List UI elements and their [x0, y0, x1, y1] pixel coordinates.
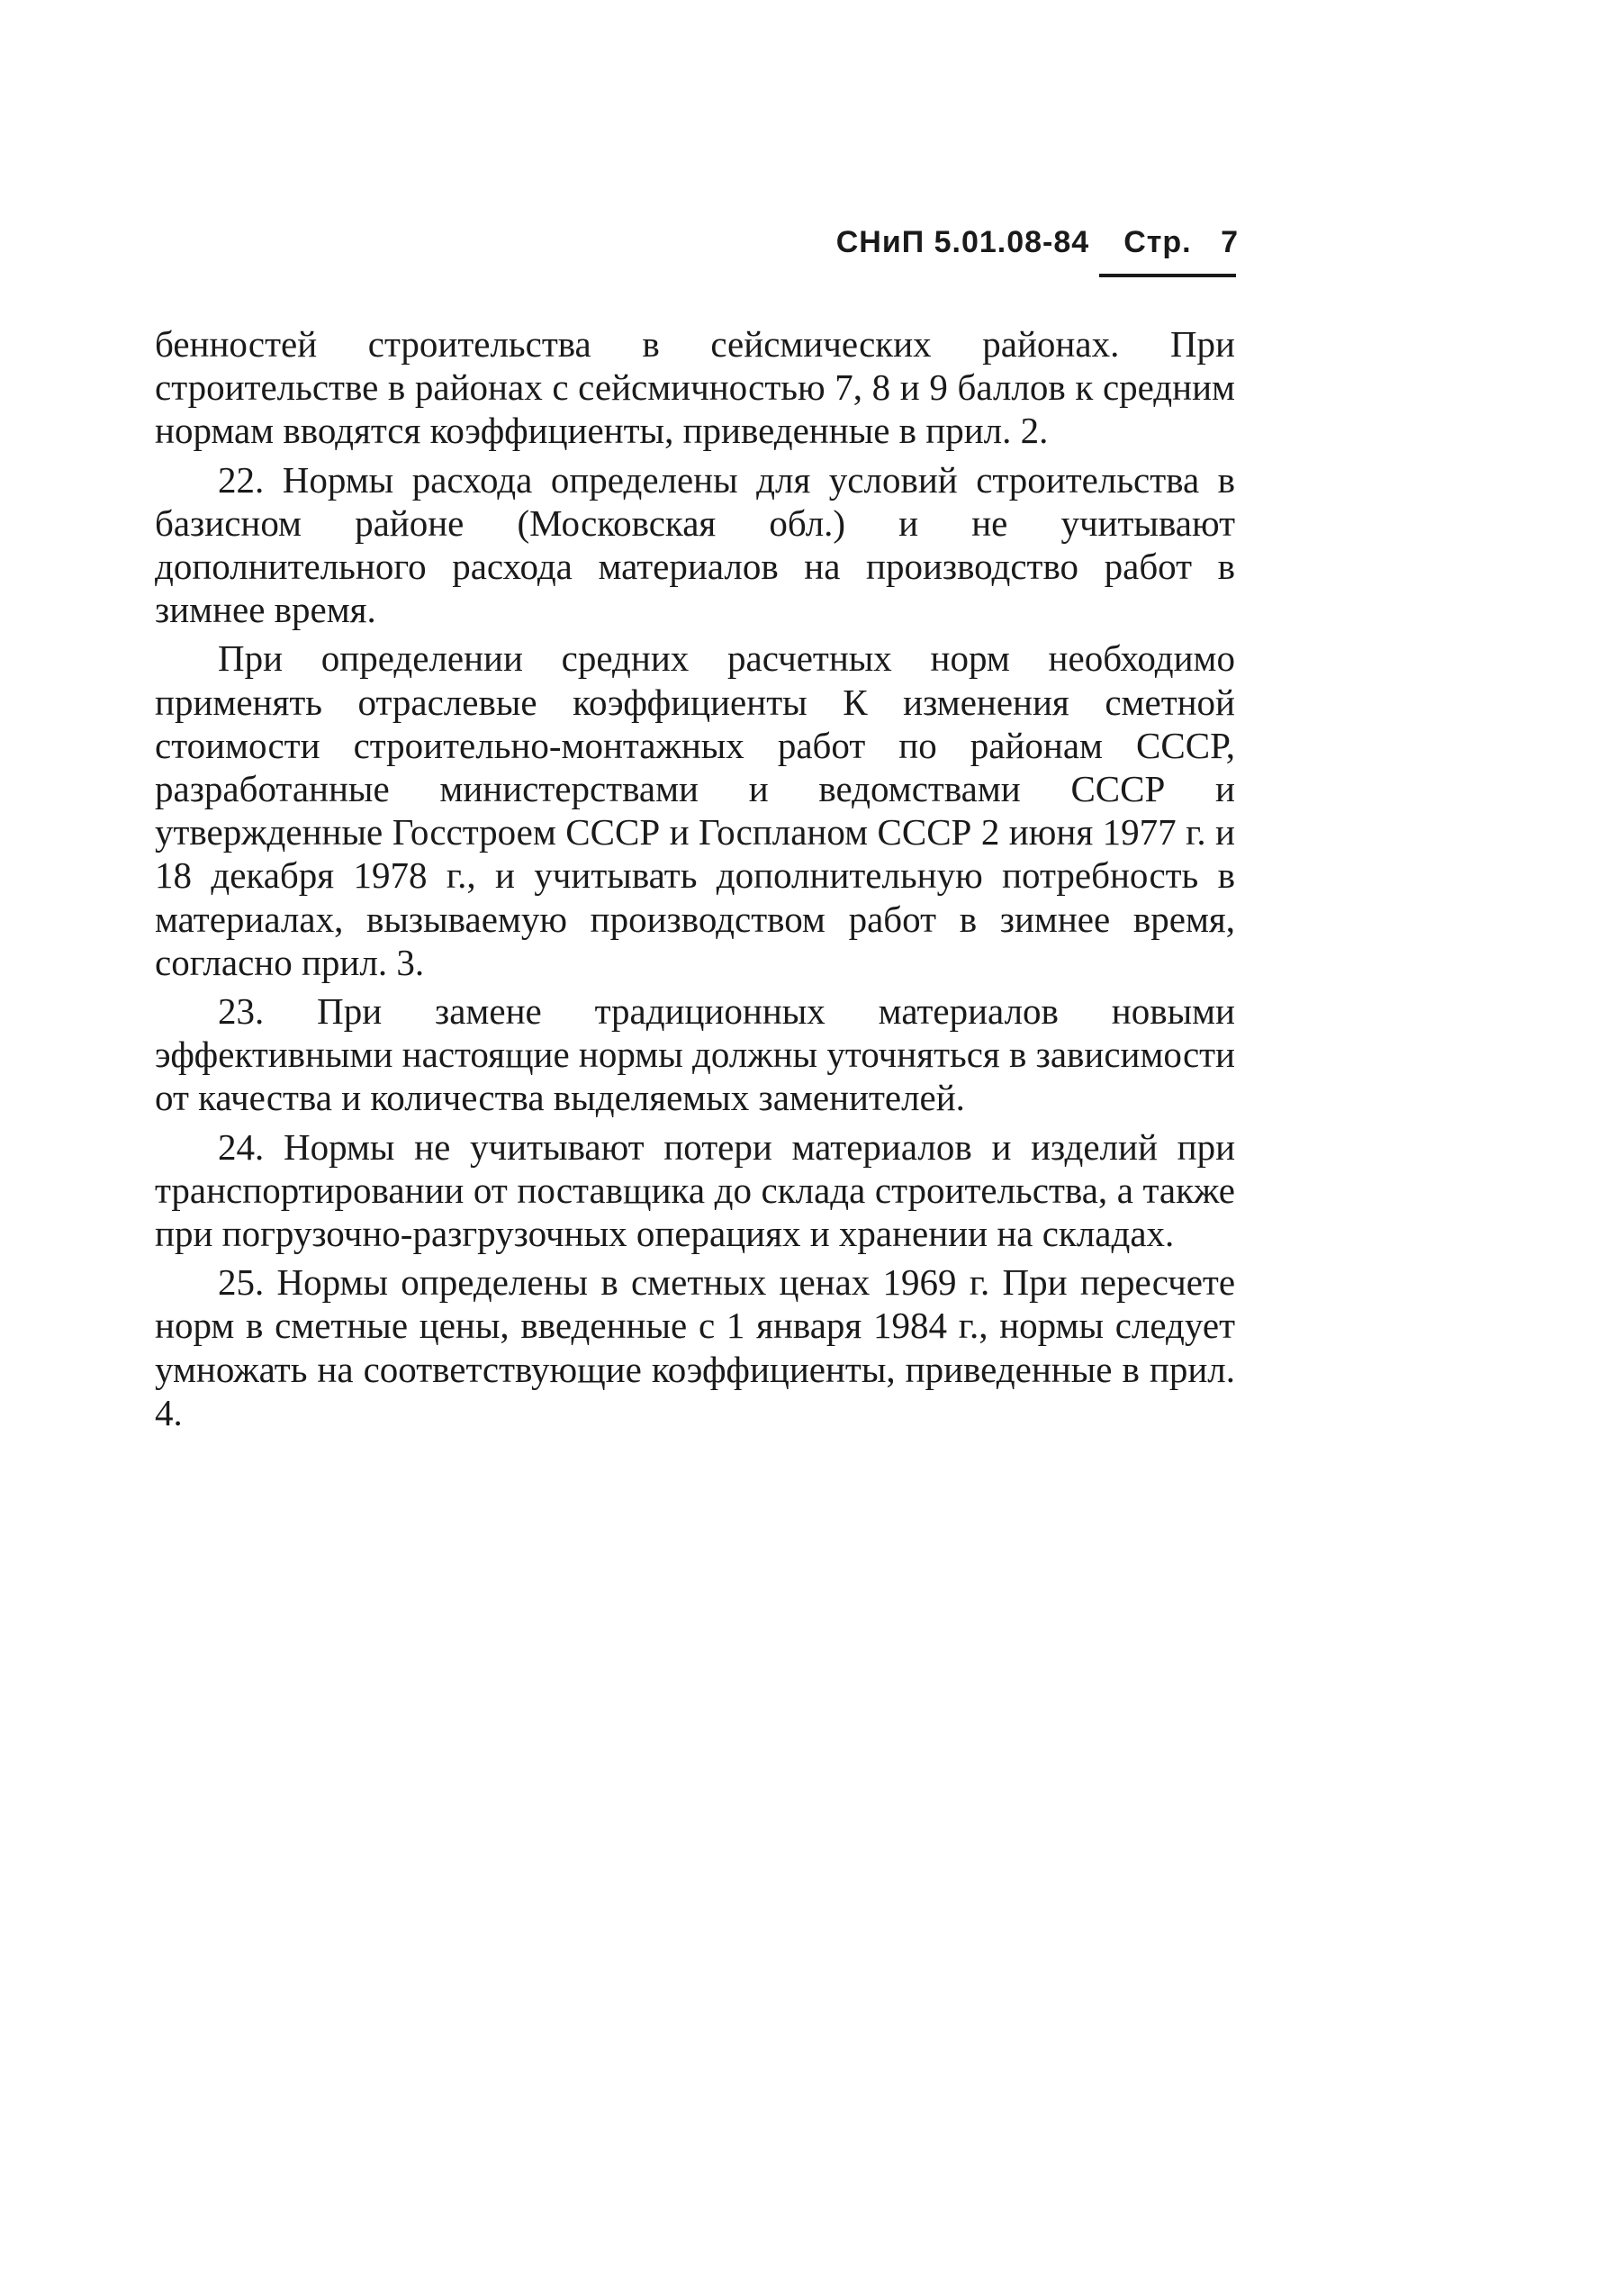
page-label: Стр.	[1123, 225, 1192, 259]
paragraph-22-continued	[155, 637, 1235, 984]
paragraph-23	[155, 989, 1235, 1120]
paragraph-22	[155, 458, 1235, 632]
body-text	[155, 322, 1235, 1434]
paragraph-text: Нормы не учитывают потери материалов и изделий при транспортировании от поставщика до склада строительства, а также при погрузочно-разгрузочных операциях и хранении на складах.	[155, 1125, 1236, 1255]
paragraph-text: Нормы определены в сметных ценах 1969 г. При пересчете норм в сметные цены, введенные с 1 января 1984 г., нормы следует умножать на соответствующие коэффициенты, приведенные в прил. 4.	[155, 1261, 1236, 1433]
paragraph-number: 23.	[218, 990, 265, 1033]
paragraph-text: бенностей строительства в сейсмических районах. При строительстве в районах с сейсмичностью 7, 8 и 9 баллов к средним нормам вводятся коэффициенты, приведенные в прил. 2.	[155, 323, 1235, 452]
paragraph-25	[155, 1260, 1235, 1434]
paragraph-number: 22.	[218, 458, 265, 501]
paragraph-text: Нормы расхода определены для условий строительства в базисном районе (Московская обл.) и не учитывают дополнительного расхода материалов на производство работ в зимнее время.	[155, 458, 1235, 631]
page-number: 7	[1221, 225, 1239, 259]
page-indicator	[1123, 225, 1239, 260]
document-code: СНиП 5.01.08-84	[835, 225, 1090, 259]
paragraph-number: 24.	[218, 1125, 265, 1168]
running-header	[836, 225, 1239, 260]
header-rule	[1099, 274, 1236, 277]
paragraph-number: 25.	[218, 1261, 265, 1304]
paragraph-24	[155, 1125, 1235, 1256]
paragraph-text: При замене традиционных материалов новыми эффективными настоящие нормы должны уточняться в зависимости от качества и количества выделяемых заменителей.	[155, 990, 1236, 1119]
paragraph-text: При определении средних расчетных норм необходимо применять отраслевые коэффициенты К изменения сметной стоимости строительно-монтажных работ по районам СССР, разработанные министерствами и ведомствами СССР и утвержденные Госстроем СССР и Госпланом СССР 2 июня 1977 г. и 18 декабря 1978 г., и учитывать дополнительную потребность в материалах, вызываемую производством работ в зимнее время, согласно прил. 3.	[155, 637, 1235, 983]
paragraph-continued	[155, 322, 1235, 453]
